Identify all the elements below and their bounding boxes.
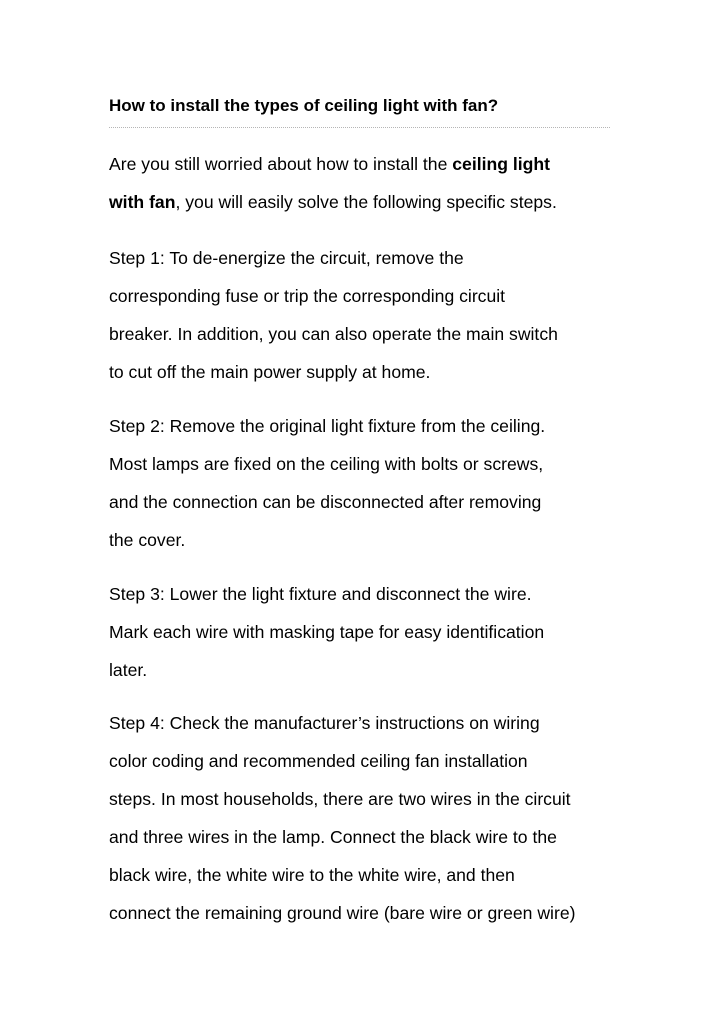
intro-line-2 <box>109 183 639 221</box>
intro-keyword: with fan <box>109 192 176 212</box>
intro-keyword: ceiling light <box>452 154 550 174</box>
paragraph-line: and the connection can be disconnected after removing <box>109 492 542 512</box>
paragraph-line: Most lamps are fixed on the ceiling with bolts or screws, <box>109 454 544 474</box>
paragraph-line: connect the remaining ground wire (bare wire or green wire) <box>109 903 576 923</box>
intro-line-1 <box>109 145 639 183</box>
paragraph-line: color coding and recommended ceiling fan installation <box>109 751 528 771</box>
paragraph-line: Step 4: Check the manufacturer’s instructions on wiring <box>109 713 540 733</box>
paragraph-line: Step 2: Remove the original light fixture from the ceiling. <box>109 416 546 436</box>
paragraph-line: the cover. <box>109 530 186 550</box>
paragraph-line: Mark each wire with masking tape for easy identification <box>109 622 545 642</box>
article-heading: How to install the types of ceiling light with fan? <box>109 96 499 115</box>
paragraph-line: Step 1: To de-energize the circuit, remove the <box>109 248 464 268</box>
step-1-paragraph <box>109 239 639 391</box>
paragraph-line: and three wires in the lamp. Connect the black wire to the <box>109 827 557 847</box>
step-2-paragraph <box>109 407 639 559</box>
intro-text: Are you still worried about how to install the <box>109 154 453 174</box>
step-4-paragraph <box>109 704 639 932</box>
paragraph-line: to cut off the main power supply at home. <box>109 362 431 382</box>
paragraph-line: corresponding fuse or trip the corresponding circuit <box>109 286 506 306</box>
paragraph-line: later. <box>109 660 148 680</box>
heading-divider <box>109 127 610 128</box>
step-3-paragraph <box>109 575 639 689</box>
paragraph-line: black wire, the white wire to the white wire, and then <box>109 865 515 885</box>
paragraph-line: steps. In most households, there are two wires in the circuit <box>109 789 571 809</box>
paragraph-line: breaker. In addition, you can also operate the main switch <box>109 324 558 344</box>
intro-text: , you will easily solve the following specific steps. <box>175 192 557 212</box>
paragraph-line: Step 3: Lower the light fixture and disconnect the wire. <box>109 584 532 604</box>
intro-paragraph <box>109 145 639 221</box>
